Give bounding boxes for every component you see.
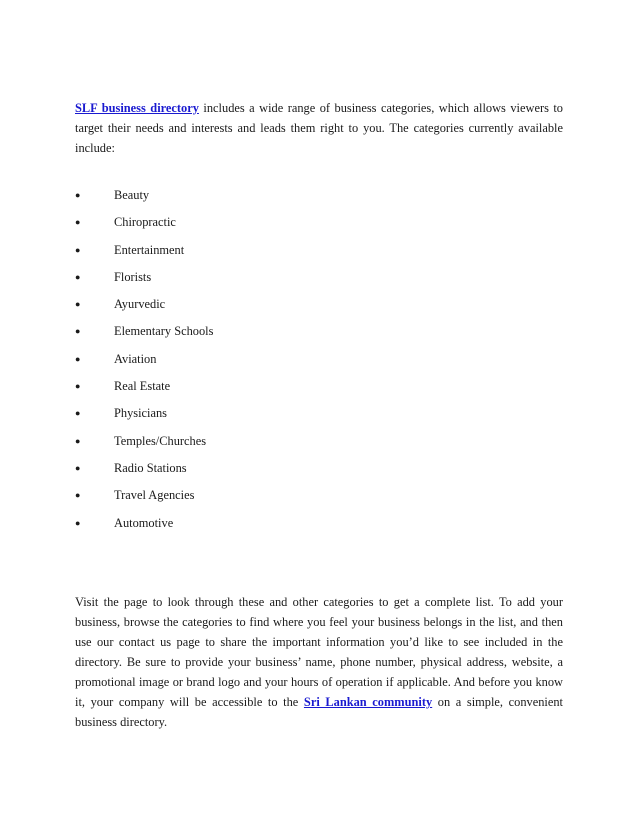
list-item bbox=[75, 515, 213, 542]
category-label: Elementary Schools bbox=[114, 324, 214, 339]
list-item bbox=[75, 351, 213, 378]
bullet-icon: ● bbox=[75, 271, 81, 282]
list-item bbox=[75, 487, 213, 514]
category-label: Temples/Churches bbox=[114, 433, 207, 448]
category-label: Aviation bbox=[114, 351, 157, 366]
list-item bbox=[75, 187, 213, 214]
list-item bbox=[75, 323, 213, 350]
category-label: Ayurvedic bbox=[114, 297, 166, 312]
list-item bbox=[75, 242, 213, 269]
sri-lankan-community-link[interactable]: Sri Lankan community bbox=[303, 695, 433, 709]
outro-paragraph bbox=[75, 592, 563, 732]
list-item bbox=[75, 214, 213, 241]
category-label: Beauty bbox=[114, 188, 150, 202]
bullet-icon: ● bbox=[75, 299, 81, 310]
bullet-icon: ● bbox=[75, 435, 81, 446]
intro-text: includes a wide range of business categories, which allows viewers to target their needs and interests and leads them right to you. The categories currently available include: bbox=[75, 101, 564, 155]
bullet-icon: ● bbox=[75, 381, 81, 392]
list-item bbox=[75, 405, 213, 432]
outro-text-after: on a simple, convenient business directory. bbox=[75, 695, 563, 729]
category-label: Physicians bbox=[114, 406, 168, 421]
bullet-icon: ● bbox=[75, 408, 81, 419]
bullet-icon: ● bbox=[75, 326, 81, 337]
category-label: Radio Stations bbox=[114, 460, 187, 475]
slf-business-directory-link[interactable]: SLF business directory bbox=[75, 101, 199, 115]
category-label: Automotive bbox=[114, 515, 174, 530]
category-list bbox=[75, 187, 213, 542]
list-item bbox=[75, 296, 213, 323]
bullet-icon: ● bbox=[75, 244, 81, 255]
outro-text-before: Visit the page to look through these and other categories to get a complete list. To add your business, browse the categories to find where you feel your business belongs in the list, and then use our contact us page to share the important information you’d like to see included in the directory. Be sure to provide your business’ name, phone number, physical address, website, a promotional image or brand logo and your hours of operation if applicable. And before you know it, your company will be accessible to the bbox=[75, 595, 563, 709]
category-label: Real Estate bbox=[114, 379, 171, 394]
list-item bbox=[75, 269, 213, 296]
bullet-icon: ● bbox=[75, 462, 81, 473]
list-item bbox=[75, 378, 213, 405]
intro-paragraph bbox=[75, 98, 563, 158]
list-item bbox=[75, 460, 213, 487]
bullet-icon: ● bbox=[75, 353, 81, 364]
list-item bbox=[75, 433, 213, 460]
category-label: Chiropractic bbox=[114, 215, 176, 230]
category-label: Entertainment bbox=[114, 242, 185, 257]
bullet-icon: ● bbox=[75, 517, 81, 528]
bullet-icon: ● bbox=[75, 190, 81, 200]
bullet-icon: ● bbox=[75, 217, 81, 228]
category-label: Florists bbox=[114, 269, 152, 284]
bullet-icon: ● bbox=[75, 490, 81, 501]
category-label: Travel Agencies bbox=[114, 488, 195, 503]
